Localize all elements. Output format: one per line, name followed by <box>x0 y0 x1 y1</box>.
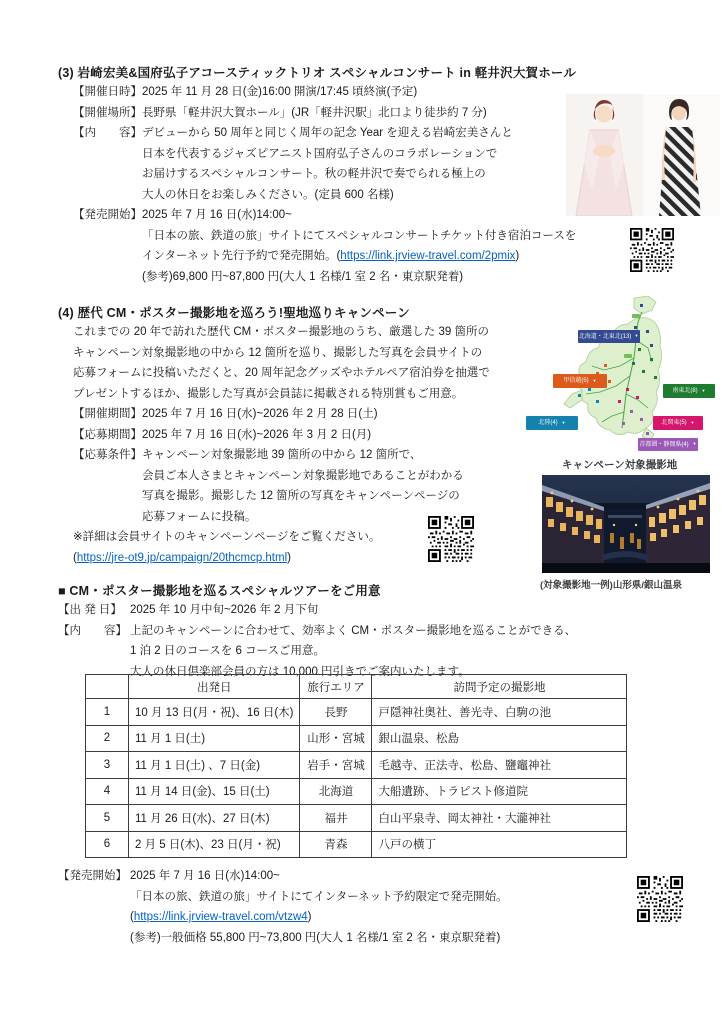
entry-period-value: 2025 年 7 月 16 日(水)~2026 年 3 月 2 日(月) <box>142 428 372 441</box>
map-region-text: 首都圏・静岡県(4) <box>639 441 689 448</box>
tour-spots: 八戸の横丁 <box>372 831 627 858</box>
tour-spots: 戸隠神社奥社、善光寺、白駒の池 <box>372 699 627 726</box>
venue-label: 【開催場所】 <box>73 106 142 119</box>
dropdown-arrow-icon: ▼ <box>592 378 597 383</box>
col-header-no <box>86 675 129 699</box>
tour-date: 11 月 26 日(水)、27 日(木) <box>129 805 300 832</box>
tour-sale-line: 「日本の旅、鉄道の旅」サイトにてインターネット予約限定で発売開始。 <box>130 890 508 903</box>
tour-date: 11 月 14 日(金)、15 日(土) <box>129 778 300 805</box>
schedule-label: 【開催日時】 <box>73 86 142 98</box>
sale-text <box>142 205 576 287</box>
table-row <box>86 752 627 779</box>
map-region-text: 北海道・北東北(13) <box>578 333 632 340</box>
content-line: 日本を代表するジャズピアニスト国府弘子さんのコラボレーションで <box>142 147 498 160</box>
paren: ( <box>73 551 77 564</box>
col-header-spots: 訪問予定の撮影地 <box>372 675 627 699</box>
concert-content-row <box>73 123 618 205</box>
map-region-label[interactable] <box>638 438 698 451</box>
table-row <box>86 725 627 752</box>
tour-table <box>85 674 627 858</box>
campaign-intro-line: キャンペーン対象撮影地の中から 12 箇所を巡り、撮影した写真を会員サイトの <box>73 346 483 359</box>
section-campaign <box>58 304 558 568</box>
concert-schedule-row <box>73 82 618 103</box>
schedule-value: 2025 年 11 月 28 日(金)16:00 開演/17:45 頃終演(予定) <box>142 86 418 98</box>
departure-label: 【出 発 日】 <box>58 604 122 616</box>
sale-line <box>142 246 576 267</box>
campaign-note: ※詳細は会員サイトのキャンペーンページをご覧ください。 <box>73 531 381 543</box>
table-row <box>86 805 627 832</box>
campaign-period-row <box>73 404 558 425</box>
campaign-note-link-line <box>73 548 558 569</box>
tour-sale-label: 【発売開始】 <box>58 870 127 882</box>
conditions-line: キャンペーン対象撮影地 39 箇所の中から 12 箇所で、 <box>142 449 422 461</box>
tour-area: 岩手・宮城 <box>300 752 372 779</box>
map-region-text: 北陸(4) <box>538 420 558 426</box>
paren: ( <box>130 911 134 923</box>
tour-sale-block <box>58 866 638 948</box>
paren: ) <box>287 551 291 564</box>
campaign-intro-line: 応募フォームに投稿いただくと、20 周年記念グッズやホテルペア宿泊券を抽選で <box>73 367 490 379</box>
table-header-row <box>86 675 627 699</box>
map-region-label[interactable] <box>578 330 640 343</box>
tour-area: 青森 <box>300 831 372 858</box>
tour-date: 11 月 1 日(土) <box>129 725 300 752</box>
map-region-label[interactable] <box>663 384 715 398</box>
paren: ) <box>307 911 312 923</box>
artists-photo <box>566 94 720 216</box>
tour-date: 10 月 13 日(月・祝)、16 日(木) <box>129 699 300 726</box>
conditions-line: 会員ご本人さまとキャンペーン対象撮影地であることがわかる <box>142 469 464 482</box>
sale-line-text: インターネット先行予約で発売開始。( <box>142 250 341 262</box>
col-header-area: 旅行エリア <box>300 675 372 699</box>
map-region-label[interactable] <box>526 416 578 430</box>
tour-date: 11 月 1 日(土) 、7 日(金) <box>129 752 300 779</box>
dropdown-arrow-icon: ▼ <box>634 333 639 339</box>
sale-price: (参考)69,800 円~87,800 円(大人 1 名様/1 室 2 名・東京駅発着) <box>142 270 464 283</box>
tour-area: 長野 <box>300 699 372 726</box>
table-row <box>86 778 627 805</box>
tour-no: 3 <box>86 752 129 779</box>
tour-no: 1 <box>86 699 129 726</box>
tour-spots: 銀山温泉、松島 <box>372 725 627 752</box>
tour-content-line: 上記のキャンペーンに合わせて、効率よく CM・ポスター撮影地を巡ることができる、 <box>130 624 577 637</box>
tour-content-row <box>58 621 658 683</box>
tour-sale-start: 2025 年 7 月 16 日(水)14:00~ <box>130 870 280 882</box>
tour-no: 5 <box>86 805 129 832</box>
conditions-line: 応募フォームに投稿。 <box>142 510 257 523</box>
table-row <box>86 699 627 726</box>
tour-sale-row <box>58 866 638 948</box>
entry-period-label: 【応募期間】 <box>73 428 142 441</box>
map-region-label[interactable] <box>553 374 607 388</box>
concert-venue-row <box>73 103 618 124</box>
qr-code <box>630 228 674 272</box>
ginzan-onsen-photo <box>542 475 710 573</box>
concert-sale-row <box>73 205 618 287</box>
concert-booking-link[interactable]: https://link.jrview-travel.com/2pmix <box>340 250 516 262</box>
tour-content-line: 1 泊 2 日のコースを 6 コースご用意。 <box>130 645 326 657</box>
tour-content-label: 【内 容】 <box>58 624 127 637</box>
section-campaign-title: (4) 歴代 CM・ポスター撮影地を巡ろう!聖地巡りキャンペーン <box>58 306 410 320</box>
period-label: 【開催期間】 <box>73 408 142 420</box>
tour-content-line: 大人の休日倶楽部会員の方は 10,000 円引きでご案内いたします。 <box>130 665 470 678</box>
tour-content-text <box>130 621 576 683</box>
tour-sale-link-line <box>130 907 508 928</box>
venue-value: 長野県「軽井沢大賀ホール」(JR「軽井沢駅」北口より徒歩約 7 分) <box>142 106 487 119</box>
tour-no: 2 <box>86 725 129 752</box>
campaign-conditions-row <box>73 445 558 527</box>
tour-spots: 毛越寺、正法寺、松島、鹽竈神社 <box>372 752 627 779</box>
tour-booking-link[interactable]: https://link.jrview-travel.com/vtzw4 <box>133 911 308 923</box>
map-caption: キャンペーン対象撮影地 <box>562 459 678 471</box>
conditions-text <box>142 445 464 527</box>
section-tour-title: ■ CM・ポスター撮影地を巡るスペシャルツアーをご用意 <box>58 584 381 598</box>
campaign-intro-line: これまでの 20 年で訪れた歴代 CM・ポスター撮影地のうち、厳選した 39 箇所の <box>73 326 489 338</box>
table-row <box>86 831 627 858</box>
content-line: デビューから 50 周年と同じく周年の記念 Year を迎える岩崎宏美さんと <box>142 127 513 139</box>
sale-line: 「日本の旅、鉄道の旅」サイトにてスペシャルコンサートチケット付き宿泊コースを <box>142 229 577 242</box>
tour-date: 2 月 5 日(木)、23 日(月・祝) <box>129 831 300 858</box>
period-value: 2025 年 7 月 16 日(水)~2026 年 2 月 28 日(土) <box>142 408 378 420</box>
map-region-text: 甲信越(5) <box>563 378 589 384</box>
map-region-text: 南東北(8) <box>672 388 698 394</box>
sale-line-text: ) <box>515 250 520 262</box>
sale-label: 【発売開始】 <box>73 209 142 221</box>
dropdown-arrow-icon: ▼ <box>692 441 697 447</box>
photo-caption: (対象撮影地一例)山形県/銀山温泉 <box>540 580 682 591</box>
campaign-page-link[interactable]: https://jre-ot9.jp/campaign/20thcmcp.html <box>76 551 288 564</box>
content-text <box>142 123 513 205</box>
map-region-label[interactable] <box>653 416 703 430</box>
content-line: 大人の休日をお楽しみください。(定員 600 名様) <box>142 188 394 201</box>
section-concert <box>58 64 618 287</box>
col-header-date: 出発日 <box>129 675 300 699</box>
dropdown-arrow-icon: ▼ <box>561 420 566 425</box>
dropdown-arrow-icon: ▼ <box>701 388 706 393</box>
section-concert-title: (3) 岩崎宏美&国府弘子アコースティックトリオ スペシャルコンサート in 軽井沢大賀ホール <box>58 66 577 80</box>
qr-code <box>428 516 474 562</box>
tour-sale-text <box>130 866 508 948</box>
content-line: お届けするスペシャルコンサート。秋の軽井沢で奏でられる極上の <box>142 168 486 180</box>
map-region-text: 北関東(5) <box>661 420 687 426</box>
tour-spots: 大船遺跡、トラピスト修道院 <box>372 778 627 805</box>
campaign-entry-period-row <box>73 425 558 446</box>
conditions-label: 【応募条件】 <box>73 449 142 461</box>
conditions-line: 写真を撮影。撮影した 12 箇所の写真をキャンペーンページの <box>142 490 460 502</box>
tour-area: 福井 <box>300 805 372 832</box>
departure-value: 2025 年 10 月中旬~2026 年 2 月下旬 <box>130 604 319 616</box>
tour-area: 北海道 <box>300 778 372 805</box>
dropdown-arrow-icon: ▼ <box>690 420 695 425</box>
tour-sale-price: (参考)一般価格 55,800 円~73,800 円(大人 1 名様/1 室 2 名・東京駅発着) <box>130 931 501 944</box>
tour-no: 4 <box>86 778 129 805</box>
qr-code <box>637 876 683 922</box>
tour-departure-row <box>58 600 658 621</box>
tour-no: 6 <box>86 831 129 858</box>
tour-spots: 白山平泉寺、岡太神社・大瀧神社 <box>372 805 627 832</box>
section-tour <box>58 582 658 682</box>
campaign-map <box>538 296 722 472</box>
campaign-intro-line: プレゼントするほか、撮影した写真が会員誌に掲載される特別賞もご用意。 <box>73 387 464 400</box>
sale-start: 2025 年 7 月 16 日(水)14:00~ <box>142 209 292 221</box>
tour-area: 山形・宮城 <box>300 725 372 752</box>
content-label: 【内 容】 <box>73 127 142 139</box>
